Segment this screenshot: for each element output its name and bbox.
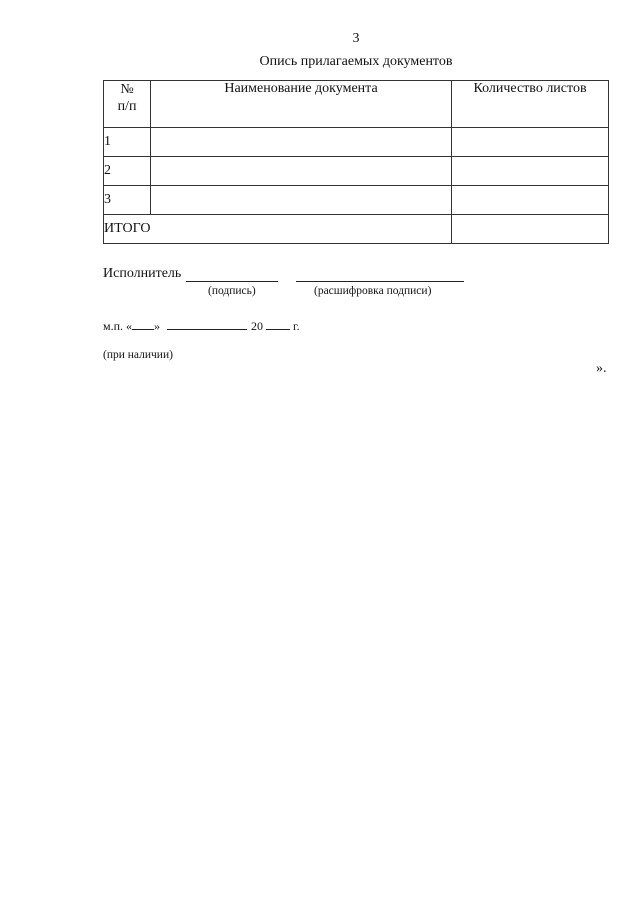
page-number: 3 xyxy=(352,31,360,46)
table-total-row xyxy=(104,215,609,244)
row-number: 2 xyxy=(104,157,151,186)
row-sheet-count xyxy=(452,157,609,186)
executor-signature-line xyxy=(103,266,464,282)
day-blank xyxy=(132,319,154,330)
year-prefix: 20 xyxy=(251,319,264,333)
header-number-sign: № xyxy=(120,82,134,97)
table-header-row xyxy=(104,81,609,128)
stamp-date-line xyxy=(103,319,300,334)
closing-quote: ». xyxy=(596,361,607,376)
year-suffix: г. xyxy=(293,319,300,333)
total-value xyxy=(452,215,609,244)
signature-decoding-blank xyxy=(296,267,464,282)
row-sheet-count xyxy=(452,186,609,215)
executor-label: Исполнитель xyxy=(103,266,182,281)
stamp-note: (при наличии) xyxy=(103,349,173,361)
row-document-name xyxy=(151,128,452,157)
signature-blank xyxy=(186,267,278,282)
header-number-pp: п/п xyxy=(117,99,137,114)
signature-decoding-hint: (расшифровка подписи) xyxy=(314,285,432,297)
stamp-prefix: м.п. « xyxy=(103,319,133,333)
row-number: 1 xyxy=(104,128,151,157)
row-document-name xyxy=(151,157,452,186)
table-row xyxy=(104,186,609,215)
documents-inventory-table xyxy=(103,80,609,244)
total-label: ИТОГО xyxy=(104,215,452,244)
signature-hint: (подпись) xyxy=(208,285,256,297)
header-document-name: Наименование документа xyxy=(151,81,452,128)
row-document-name xyxy=(151,186,452,215)
row-number: 3 xyxy=(104,186,151,215)
stamp-quote-close: » xyxy=(154,319,161,333)
row-sheet-count xyxy=(452,128,609,157)
header-sheet-count: Количество листов xyxy=(452,81,609,128)
table-row xyxy=(104,157,609,186)
month-blank xyxy=(167,319,247,330)
header-number xyxy=(104,81,151,128)
document-title: Опись прилагаемых документов xyxy=(259,54,453,69)
table-row xyxy=(104,128,609,157)
year-blank xyxy=(266,319,290,330)
